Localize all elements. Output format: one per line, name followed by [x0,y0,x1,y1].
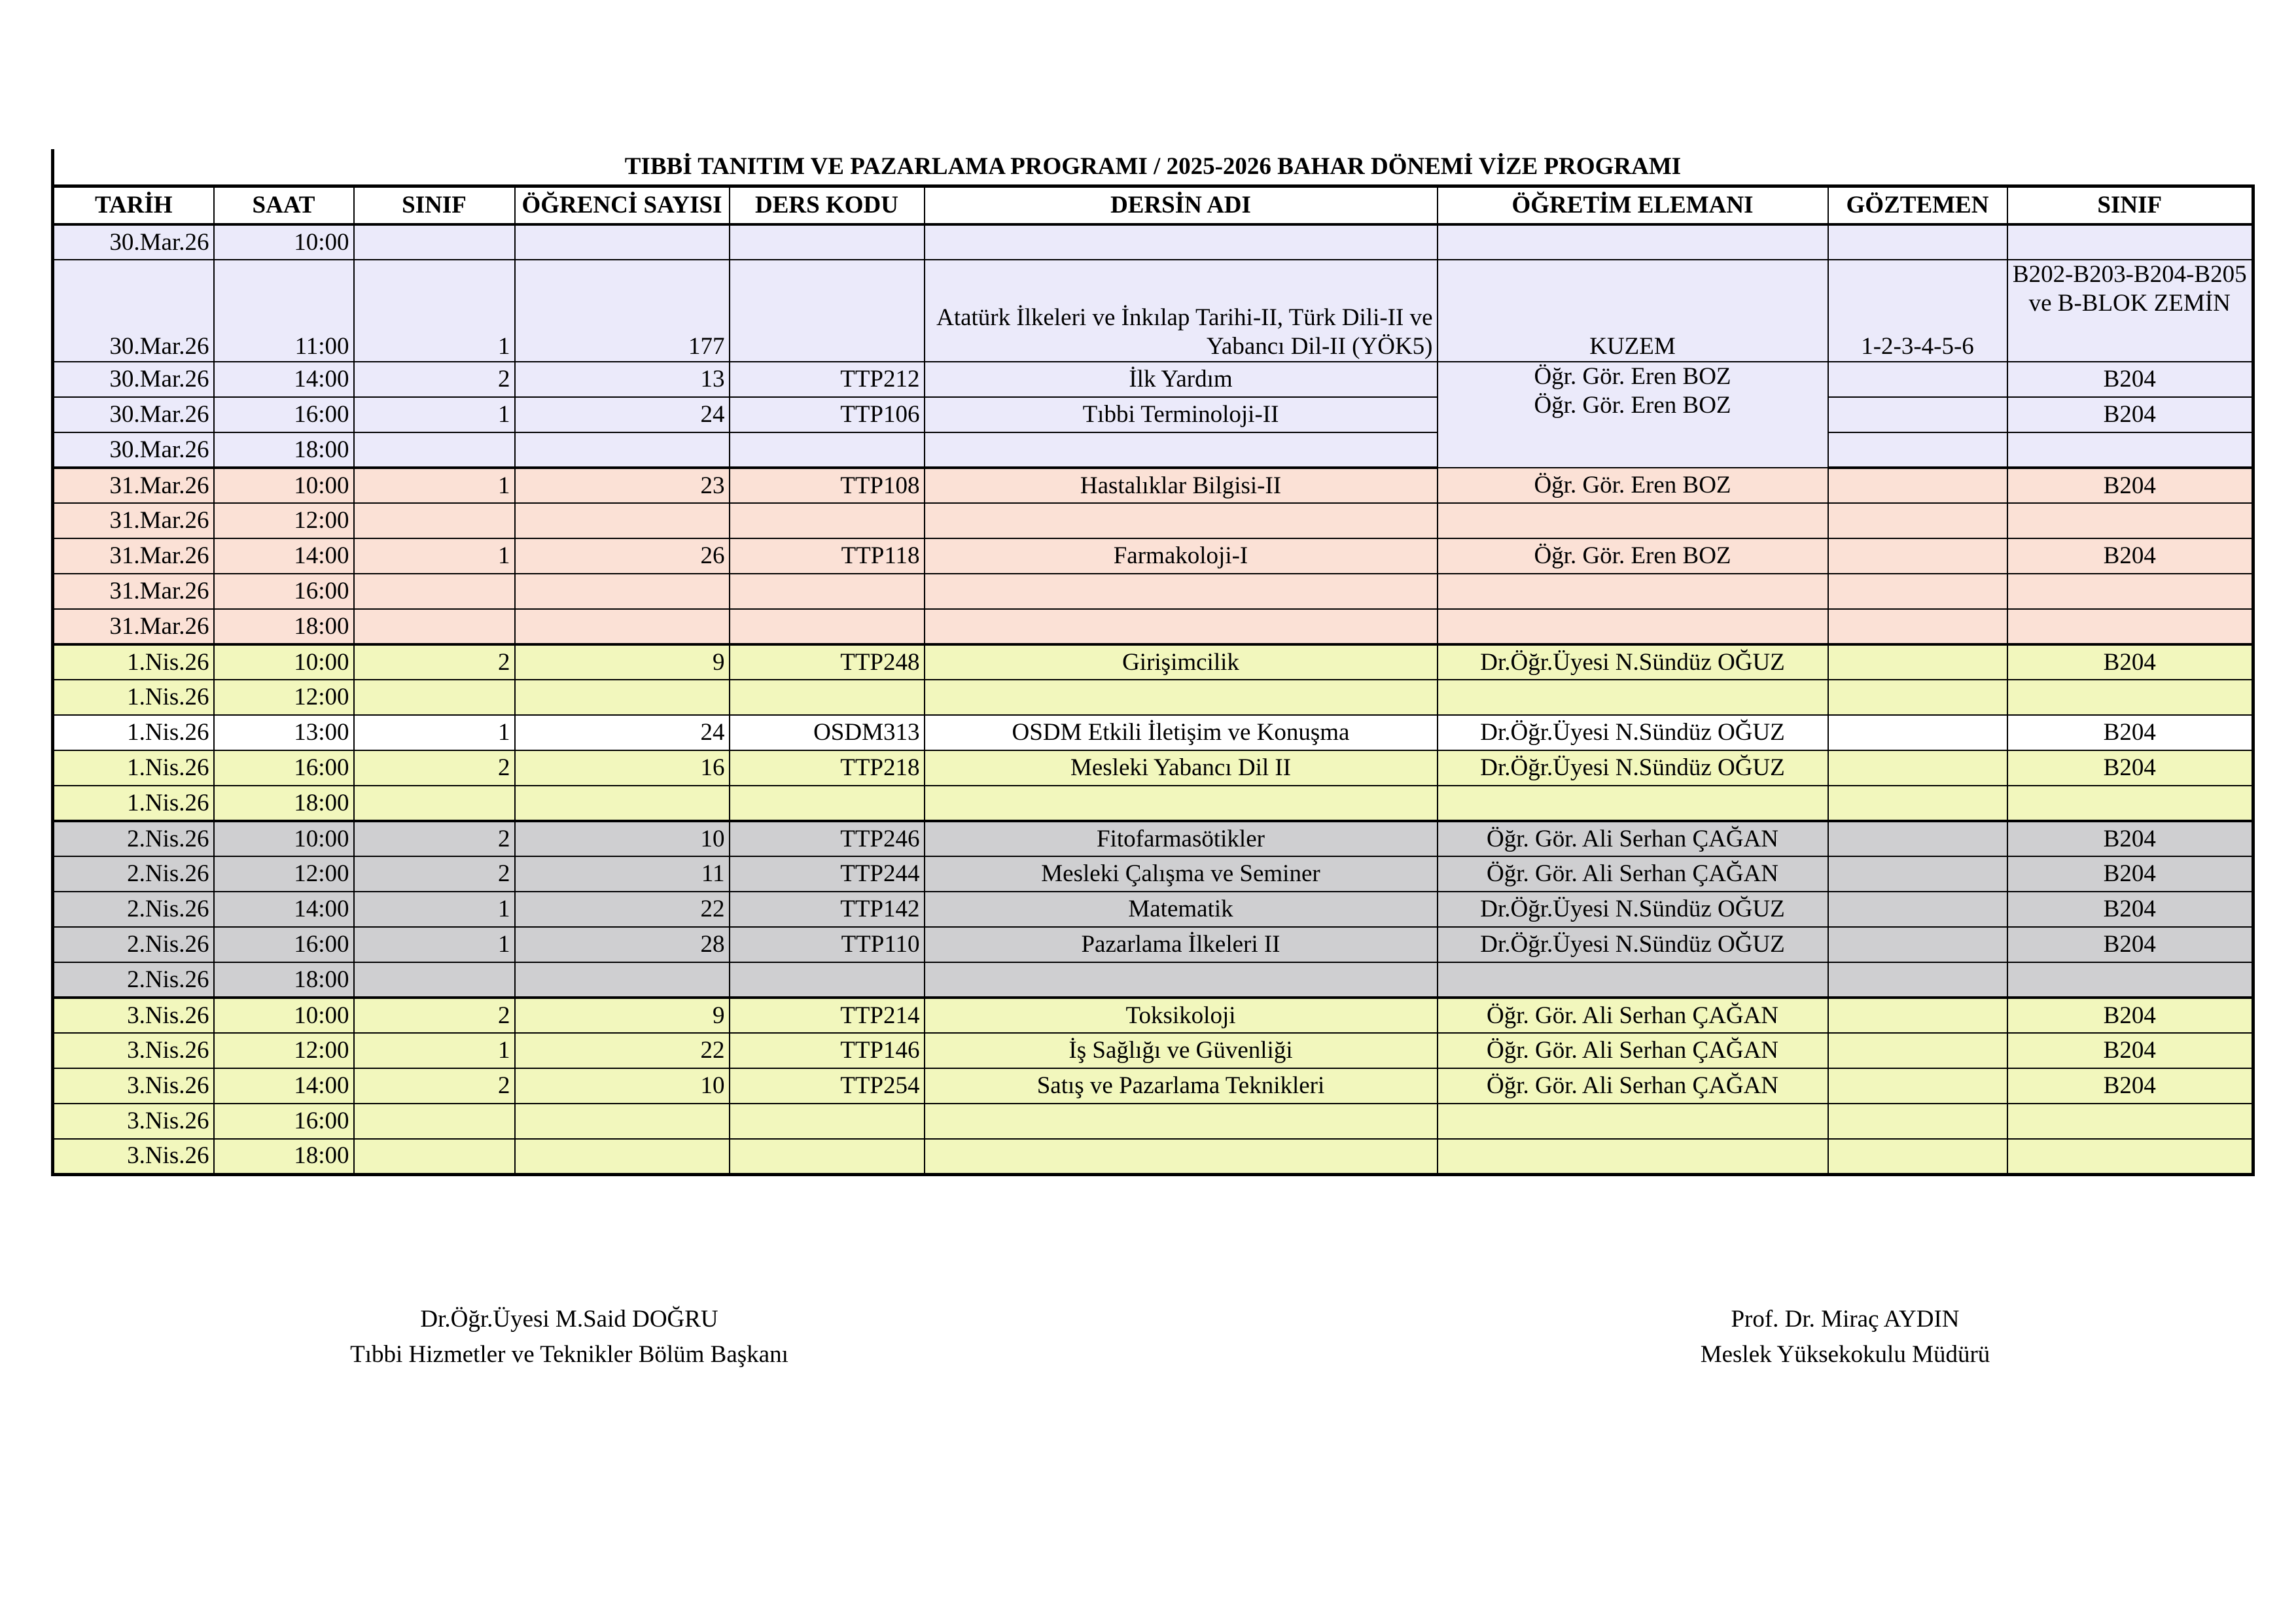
row-student-count [515,574,730,609]
row-proctor [1828,750,2007,786]
table-row [53,1068,2253,1104]
row-room: B204 [2007,998,2253,1033]
header-instructor: ÖĞRETİM ELEMANI [1438,186,1828,225]
row-class: 1 [354,468,515,503]
signature-left [275,1302,864,1372]
row-class: 2 [354,821,515,856]
row-proctor [1828,574,2007,609]
row-course-code: TTP212 [730,362,925,397]
row-room: B204 [2007,715,2253,750]
row-room: B204 [2007,821,2253,856]
row-room: B204 [2007,362,2253,397]
row-room: B204 [2007,644,2253,680]
row-student-count [515,680,730,715]
table-row [53,962,2253,998]
row-student-count: 11 [515,856,730,892]
row-course-code [730,224,925,260]
row-student-count [515,609,730,644]
row-course-code [730,260,925,362]
row-date: 3.Nis.26 [53,1033,214,1068]
table-row [53,750,2253,786]
table-row [53,821,2253,856]
row-date: 2.Nis.26 [53,962,214,998]
row-class: 2 [354,750,515,786]
row-time: 12:00 [214,1033,354,1068]
row-time: 18:00 [214,786,354,821]
row-room [2007,680,2253,715]
table-row [53,715,2253,750]
row-room: B202-B203-B204-B205 ve B-BLOK ZEMİN [2007,260,2253,362]
row-time: 12:00 [214,856,354,892]
row-date: 1.Nis.26 [53,786,214,821]
row-instructor [1438,503,1828,538]
row-room [2007,962,2253,998]
row-time: 16:00 [214,397,354,432]
row-time: 16:00 [214,750,354,786]
page-title: TIBBİ TANITIM VE PAZARLAMA PROGRAMI / 2025-2026 BAHAR DÖNEMİ VİZE PROGRAMI [51,149,2252,184]
row-instructor [1438,1139,1828,1174]
row-course-code: TTP244 [730,856,925,892]
row-class: 2 [354,1068,515,1104]
header-row [53,186,2253,225]
row-student-count [515,503,730,538]
row-room [2007,574,2253,609]
row-student-count [515,962,730,998]
row-student-count: 9 [515,644,730,680]
row-instructor: Dr.Öğr.Üyesi N.Sündüz OĞUZ [1438,715,1828,750]
row-class [354,609,515,644]
row-time: 14:00 [214,1068,354,1104]
row-student-count: 10 [515,1068,730,1104]
row-course-code: TTP110 [730,927,925,962]
row-course-name: İlk Yardım [925,362,1438,397]
row-student-count: 26 [515,538,730,574]
row-class [354,224,515,260]
row-time: 11:00 [214,260,354,362]
header-room: SINIF [2007,186,2253,225]
row-student-count [515,786,730,821]
row-course-name: Mesleki Çalışma ve Seminer [925,856,1438,892]
row-date: 3.Nis.26 [53,1104,214,1139]
table-row [53,786,2253,821]
row-date: 2.Nis.26 [53,892,214,927]
table-row [53,432,2253,468]
row-course-name: Atatürk İlkeleri ve İnkılap Tarihi-II, Türk Dili-II ve Yabancı Dil-II (YÖK5) [925,260,1438,362]
row-instructor: Öğr. Gör. Eren BOZ [1438,538,1828,574]
row-room: B204 [2007,750,2253,786]
row-course-name [925,786,1438,821]
row-date: 3.Nis.26 [53,1068,214,1104]
row-class: 1 [354,397,515,432]
row-date: 2.Nis.26 [53,856,214,892]
row-date: 30.Mar.26 [53,224,214,260]
row-proctor [1828,538,2007,574]
header-proctor: GÖZTEMEN [1828,186,2007,225]
row-instructor: Öğr. Gör. Eren BOZ [1534,392,1731,419]
row-class [354,962,515,998]
row-instructor [1438,362,1828,468]
row-date: 30.Mar.26 [53,362,214,397]
header-date: TARİH [53,186,214,225]
row-course-code [730,503,925,538]
row-instructor [1438,786,1828,821]
header-course-name: DERSİN ADI [925,186,1438,225]
row-proctor [1828,468,2007,503]
row-date: 3.Nis.26 [53,998,214,1033]
row-room [2007,224,2253,260]
row-student-count: 22 [515,1033,730,1068]
row-class: 1 [354,260,515,362]
row-course-code: TTP248 [730,644,925,680]
row-course-code: TTP108 [730,468,925,503]
signature-right [1570,1302,2120,1372]
row-course-code: TTP142 [730,892,925,927]
row-time: 18:00 [214,962,354,998]
signature-left-name: Dr.Öğr.Üyesi M.Said DOĞRU [420,1306,718,1333]
row-course-name: Toksikoloji [925,998,1438,1033]
row-course-name [925,1104,1438,1139]
row-room [2007,1104,2253,1139]
row-instructor [1438,962,1828,998]
row-course-code [730,1104,925,1139]
row-student-count: 13 [515,362,730,397]
row-course-name [925,503,1438,538]
row-class [354,503,515,538]
row-class: 2 [354,362,515,397]
row-class: 1 [354,715,515,750]
row-course-name: OSDM Etkili İletişim ve Konuşma [925,715,1438,750]
row-instructor [1438,574,1828,609]
row-class [354,680,515,715]
row-room: B204 [2007,468,2253,503]
table-row [53,397,2253,432]
row-student-count [515,1104,730,1139]
header-course-code: DERS KODU [730,186,925,225]
row-proctor [1828,892,2007,927]
row-proctor [1828,644,2007,680]
row-course-name [925,680,1438,715]
row-proctor: 1-2-3-4-5-6 [1828,260,2007,362]
row-instructor: Öğr. Gör. Eren BOZ [1534,363,1731,390]
row-course-code: TTP218 [730,750,925,786]
table-row [53,468,2253,503]
row-room: B204 [2007,397,2253,432]
row-instructor: Öğr. Gör. Ali Serhan ÇAĞAN [1438,856,1828,892]
row-proctor [1828,1068,2007,1104]
row-proctor [1828,962,2007,998]
row-course-code: TTP246 [730,821,925,856]
row-time: 18:00 [214,432,354,468]
row-course-code: OSDM313 [730,715,925,750]
row-instructor: Öğr. Gör. Ali Serhan ÇAĞAN [1438,1033,1828,1068]
row-course-code [730,574,925,609]
row-class [354,1139,515,1174]
row-time: 18:00 [214,609,354,644]
row-room: B204 [2007,927,2253,962]
row-course-code: TTP118 [730,538,925,574]
row-student-count [515,224,730,260]
row-time: 16:00 [214,927,354,962]
row-proctor [1828,821,2007,856]
row-date: 1.Nis.26 [53,680,214,715]
row-date: 30.Mar.26 [53,397,214,432]
table-row [53,224,2253,260]
row-date: 31.Mar.26 [53,538,214,574]
row-date: 31.Mar.26 [53,574,214,609]
row-course-code: TTP254 [730,1068,925,1104]
row-date: 30.Mar.26 [53,260,214,362]
row-student-count: 24 [515,397,730,432]
row-room [2007,609,2253,644]
row-time: 12:00 [214,680,354,715]
row-class [354,786,515,821]
header-class: SINIF [354,186,515,225]
row-student-count: 177 [515,260,730,362]
row-proctor [1828,503,2007,538]
row-instructor: Dr.Öğr.Üyesi N.Sündüz OĞUZ [1438,892,1828,927]
row-student-count: 10 [515,821,730,856]
row-instructor [1438,1104,1828,1139]
row-instructor: KUZEM [1438,260,1828,362]
row-date: 1.Nis.26 [53,750,214,786]
row-proctor [1828,715,2007,750]
row-instructor: Öğr. Gör. Ali Serhan ÇAĞAN [1438,998,1828,1033]
row-proctor [1828,680,2007,715]
row-course-name: Hastalıklar Bilgisi-II [925,468,1438,503]
row-proctor [1828,432,2007,468]
row-proctor [1828,927,2007,962]
row-student-count [515,432,730,468]
row-time: 18:00 [214,1139,354,1174]
signature-left-role: Tıbbi Hizmetler ve Teknikler Bölüm Başkanı [350,1341,788,1368]
row-instructor: Dr.Öğr.Üyesi N.Sündüz OĞUZ [1438,927,1828,962]
row-class: 2 [354,644,515,680]
table-row [53,1139,2253,1174]
row-course-name: Satış ve Pazarlama Teknikleri [925,1068,1438,1104]
row-class: 2 [354,856,515,892]
row-class [354,1104,515,1139]
row-course-name: Fitofarmasötikler [925,821,1438,856]
row-class [354,432,515,468]
signature-right-role: Meslek Yüksekokulu Müdürü [1700,1341,1990,1368]
row-course-name: Girişimcilik [925,644,1438,680]
row-instructor: Öğr. Gör. Ali Serhan ÇAĞAN [1438,1068,1828,1104]
signature-right-name: Prof. Dr. Miraç AYDIN [1731,1306,1960,1333]
row-proctor [1828,362,2007,397]
row-time: 10:00 [214,998,354,1033]
row-time: 14:00 [214,538,354,574]
row-course-name: Pazarlama İlkeleri II [925,927,1438,962]
row-room [2007,432,2253,468]
row-room [2007,503,2253,538]
row-instructor: Öğr. Gör. Ali Serhan ÇAĞAN [1438,821,1828,856]
row-proctor [1828,786,2007,821]
row-date: 31.Mar.26 [53,503,214,538]
row-course-name: Farmakoloji-I [925,538,1438,574]
row-student-count: 28 [515,927,730,962]
row-course-code: TTP146 [730,1033,925,1068]
table-row [53,892,2253,927]
row-room: B204 [2007,1068,2253,1104]
row-proctor [1828,397,2007,432]
row-date: 30.Mar.26 [53,432,214,468]
row-instructor [1438,680,1828,715]
row-course-code [730,432,925,468]
row-instructor [1438,609,1828,644]
table-row [53,644,2253,680]
row-time: 14:00 [214,362,354,397]
row-date: 31.Mar.26 [53,609,214,644]
table-row [53,998,2253,1033]
row-proctor [1828,856,2007,892]
table-row [53,1033,2253,1068]
row-proctor [1828,998,2007,1033]
row-room: B204 [2007,538,2253,574]
table-row [53,1104,2253,1139]
row-time: 16:00 [214,1104,354,1139]
table-row [53,362,2253,397]
row-course-code: TTP106 [730,397,925,432]
row-student-count: 24 [515,715,730,750]
row-course-code [730,1139,925,1174]
schedule-table [51,184,2255,1176]
row-room [2007,1139,2253,1174]
row-class: 1 [354,927,515,962]
row-course-code [730,962,925,998]
row-course-name [925,609,1438,644]
row-time: 13:00 [214,715,354,750]
row-room [2007,786,2253,821]
row-instructor: Dr.Öğr.Üyesi N.Sündüz OĞUZ [1438,750,1828,786]
row-course-code [730,680,925,715]
row-date: 3.Nis.26 [53,1139,214,1174]
row-date: 31.Mar.26 [53,468,214,503]
row-proctor [1828,609,2007,644]
row-time: 14:00 [214,892,354,927]
row-class: 2 [354,998,515,1033]
row-date: 1.Nis.26 [53,644,214,680]
row-time: 10:00 [214,644,354,680]
row-instructor: Öğr. Gör. Eren BOZ [1438,468,1828,503]
row-course-code [730,786,925,821]
row-time: 10:00 [214,468,354,503]
row-instructor [1438,224,1828,260]
row-time: 16:00 [214,574,354,609]
row-date: 1.Nis.26 [53,715,214,750]
row-proctor [1828,1104,2007,1139]
row-student-count [515,1139,730,1174]
table-row [53,260,2253,362]
row-course-name [925,432,1438,468]
row-student-count: 22 [515,892,730,927]
row-course-name: Tıbbi Terminoloji-II [925,397,1438,432]
table-row [53,927,2253,962]
table-row [53,503,2253,538]
table-row [53,609,2253,644]
row-time: 10:00 [214,224,354,260]
row-room: B204 [2007,1033,2253,1068]
row-class: 1 [354,892,515,927]
row-course-code: TTP214 [730,998,925,1033]
row-proctor [1828,1033,2007,1068]
table-row [53,538,2253,574]
row-course-name: Mesleki Yabancı Dil II [925,750,1438,786]
row-class: 1 [354,1033,515,1068]
row-instructor: Dr.Öğr.Üyesi N.Sündüz OĞUZ [1438,644,1828,680]
row-course-name [925,962,1438,998]
row-date: 2.Nis.26 [53,927,214,962]
row-course-name: Matematik [925,892,1438,927]
row-class: 1 [354,538,515,574]
row-time: 10:00 [214,821,354,856]
row-course-name [925,224,1438,260]
row-proctor [1828,224,2007,260]
row-room: B204 [2007,856,2253,892]
row-class [354,574,515,609]
row-room: B204 [2007,892,2253,927]
table-row [53,680,2253,715]
row-student-count: 9 [515,998,730,1033]
table-row [53,574,2253,609]
row-course-name: İş Sağlığı ve Güvenliği [925,1033,1438,1068]
row-proctor [1828,1139,2007,1174]
row-course-code [730,609,925,644]
row-student-count: 16 [515,750,730,786]
header-time: SAAT [214,186,354,225]
row-date: 2.Nis.26 [53,821,214,856]
row-course-name [925,1139,1438,1174]
table-row [53,856,2253,892]
row-course-name [925,574,1438,609]
header-student-count: ÖĞRENCİ SAYISI [515,186,730,225]
row-student-count: 23 [515,468,730,503]
row-time: 12:00 [214,503,354,538]
